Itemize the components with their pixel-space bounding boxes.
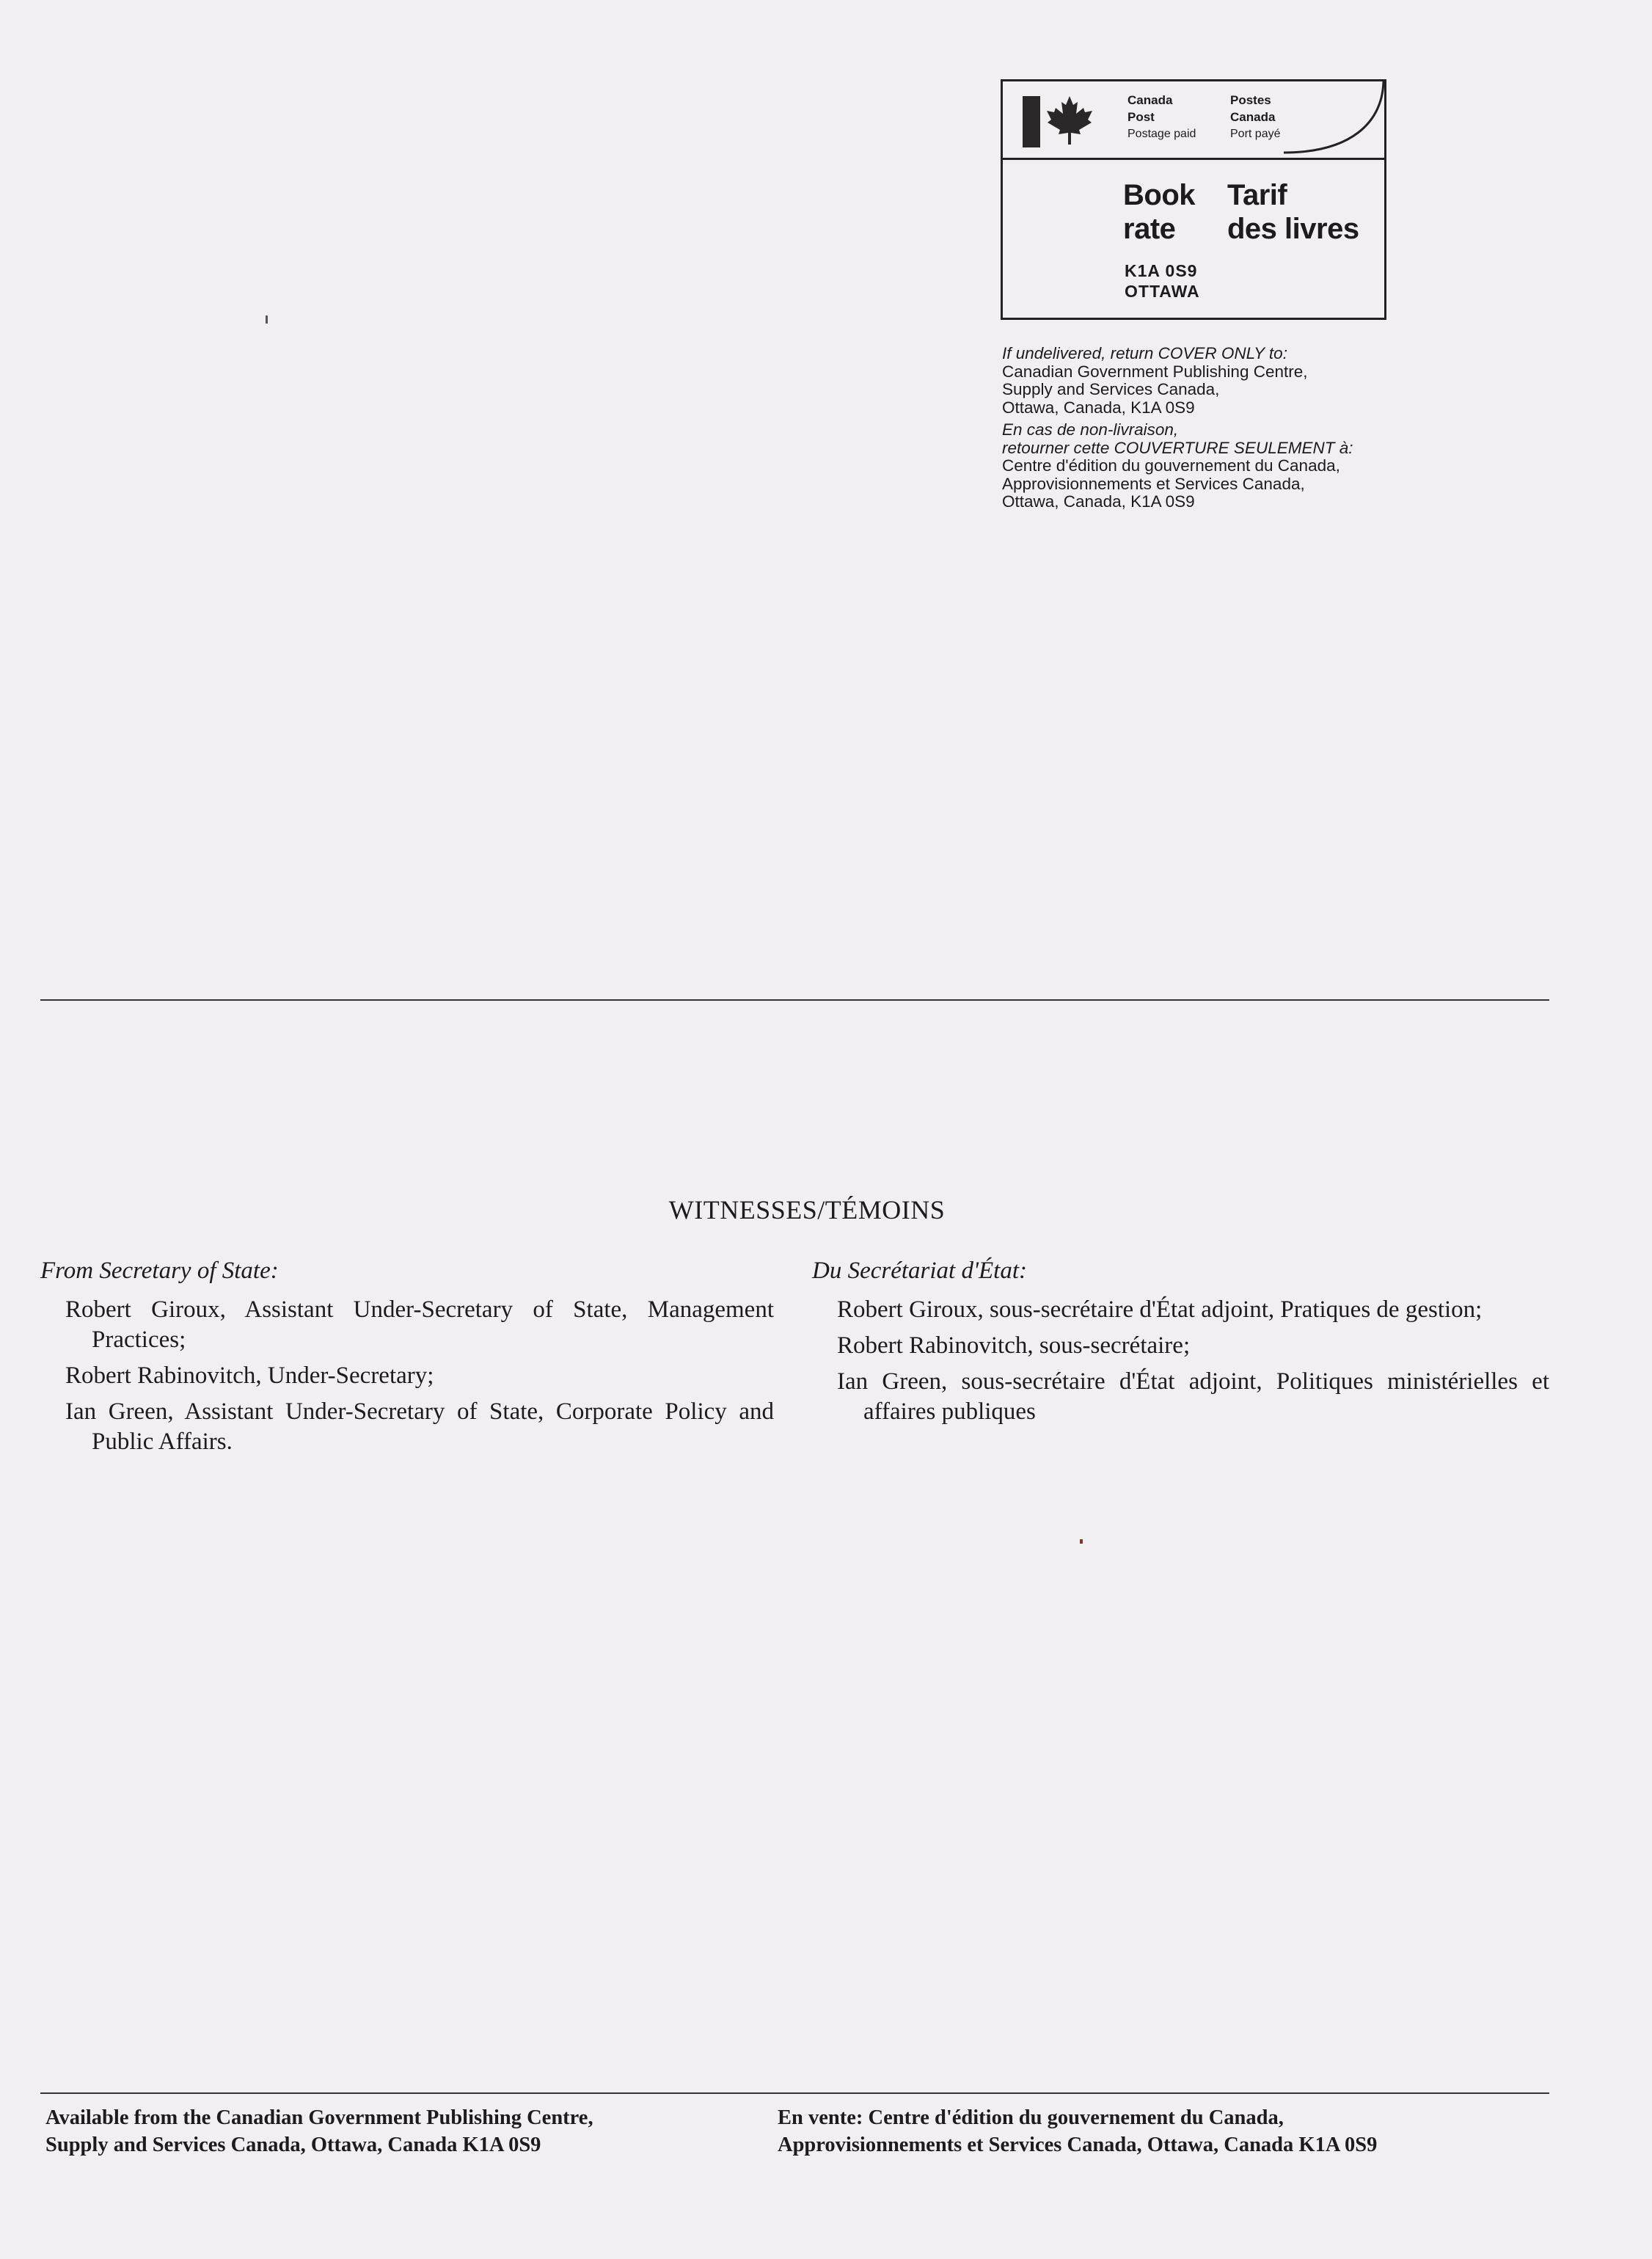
maple-leaf-icon [1045, 95, 1094, 146]
indicia-book: Book [1123, 179, 1195, 211]
return-fr-line: Ottawa, Canada, K1A 0S9 [1002, 492, 1195, 511]
indicia-tarif: Tarif [1227, 179, 1287, 211]
section-divider [40, 999, 1549, 1001]
indicia-header [1003, 81, 1384, 159]
indicia-en-country: Canada [1127, 93, 1173, 107]
return-fr-line: Centre d'édition du gouvernement du Canada, [1002, 456, 1340, 475]
witnesses-fr-heading: Du Secrétariat d'État: [812, 1258, 1028, 1284]
indicia-des-livres: des livres [1227, 213, 1359, 245]
return-en-line: Supply and Services Canada, [1002, 380, 1220, 398]
postage-indicia [1001, 79, 1386, 320]
witnesses-en-heading: From Secretary of State: [40, 1258, 279, 1284]
return-fr-line: En cas de non-livraison, [1002, 420, 1179, 439]
indicia-postal-code: K1A 0S9 [1125, 261, 1198, 280]
indicia-address [1125, 260, 1200, 302]
indicia-book-rate [1123, 178, 1195, 246]
indicia-en-paid: Postage paid [1127, 128, 1196, 140]
witness-entry: Ian Green, sous-secrétaire d'État adjoint, Politiques ministérielles et affaires publiques [837, 1368, 1549, 1425]
footer-english [45, 2104, 593, 2158]
indicia-fr-canada: Canada [1230, 110, 1276, 124]
footer-divider [40, 2092, 1549, 2094]
flag-bar [1023, 96, 1040, 147]
indicia-rate: rate [1123, 213, 1176, 245]
footer-en-line: Available from the Canadian Government Publishing Centre, [45, 2106, 593, 2129]
witness-entry: Robert Rabinovitch, Under-Secretary; [65, 1362, 434, 1389]
return-fr-line: Approvisionnements et Services Canada, [1002, 474, 1305, 493]
return-en-line: If undelivered, return COVER ONLY to: [1002, 344, 1287, 362]
witness-entry: Robert Giroux, sous-secrétaire d'État adjoint, Pratiques de gestion; [837, 1296, 1483, 1323]
indicia-fr-postes: Postes [1230, 93, 1271, 107]
footer-fr-line: En vente: Centre d'édition du gouvernement du Canada, [778, 2106, 1284, 2129]
indicia-fr-paid: Port payé [1230, 128, 1281, 140]
indicia-city: OTTAWA [1125, 282, 1200, 301]
indicia-divider [1003, 158, 1384, 160]
scan-speck [266, 315, 268, 324]
footer-en-line: Supply and Services Canada, Ottawa, Canada K1A 0S9 [45, 2134, 541, 2156]
footer-fr-line: Approvisionnements et Services Canada, Ottawa, Canada K1A 0S9 [778, 2134, 1378, 2156]
witnesses-title: WITNESSES/TÉMOINS [668, 1195, 946, 1225]
scan-speck [1080, 1539, 1083, 1544]
witnesses-french-column [812, 1256, 1549, 1433]
witnesses-english-column [40, 1256, 774, 1463]
return-en-line: Canadian Government Publishing Centre, [1002, 362, 1308, 381]
indicia-corner-curve [1284, 79, 1386, 160]
return-fr-line: retourner cette COUVERTURE SEULEMENT à: [1002, 438, 1353, 457]
footer-french [778, 2104, 1377, 2158]
witness-entry: Ian Green, Assistant Under-Secretary of State, Corporate Policy and Public Affairs. [65, 1398, 774, 1455]
indicia-tarif-livres [1227, 178, 1359, 246]
return-en-line: Ottawa, Canada, K1A 0S9 [1002, 398, 1195, 417]
witness-entry: Robert Rabinovitch, sous-secrétaire; [837, 1332, 1191, 1359]
return-address [1002, 345, 1560, 511]
indicia-en-post: Post [1127, 110, 1155, 124]
witness-entry: Robert Giroux, Assistant Under-Secretary of State, Management Practices; [65, 1296, 774, 1353]
